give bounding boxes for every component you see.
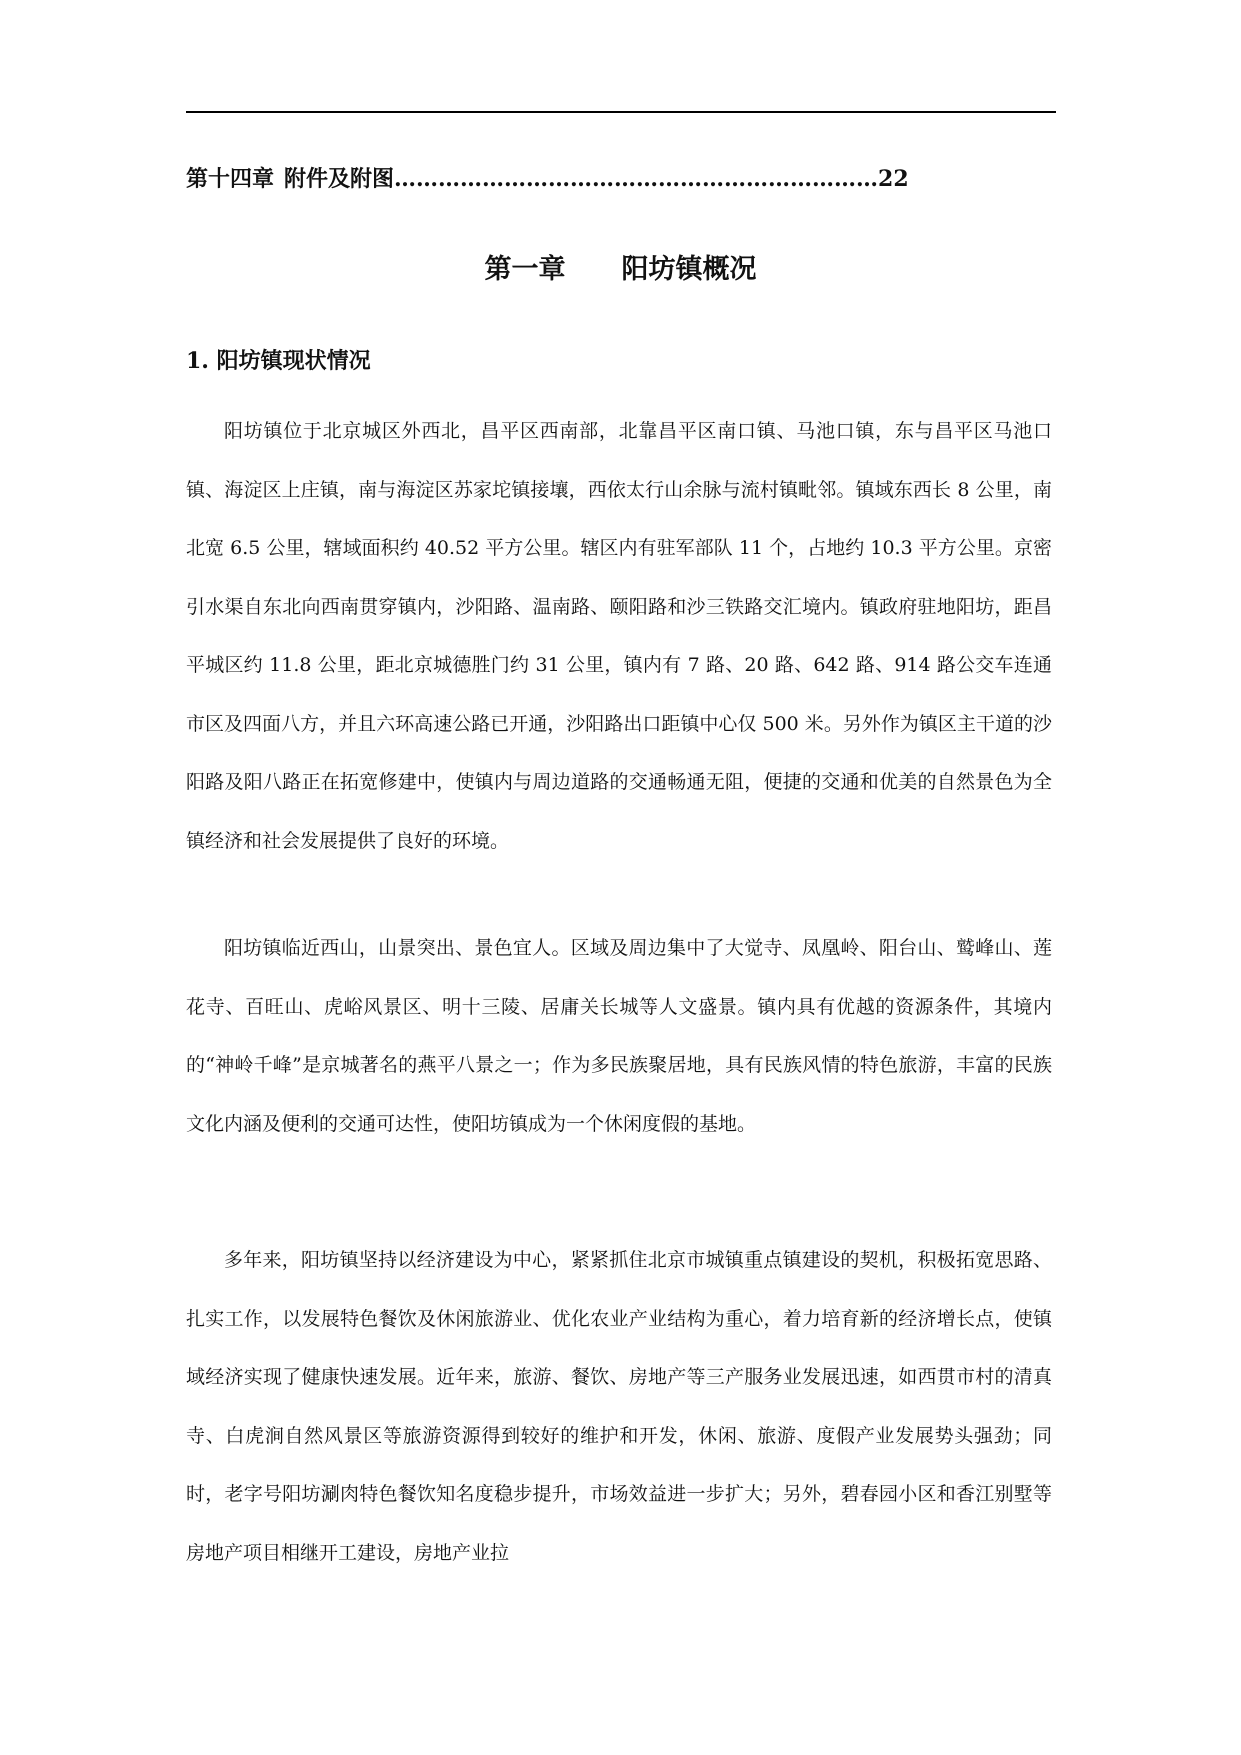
chapter-title: 阳坊镇概况 [621, 254, 757, 285]
toc-entry[interactable] [186, 164, 986, 194]
toc-entry-title: 附件及附图 [284, 166, 395, 192]
toc-entry-page: 22 [878, 166, 909, 192]
body-paragraph: 阳坊镇临近西山，山景突出、景色宜人。区域及周边集中了大觉寺、凤凰岭、阳台山、鹫峰山、莲花寺、百旺山、虎峪风景区、明十三陵、居庸关长城等人文盛景。镇内具有优越的资源条件，其境内的“神岭千峰”是京城著名的燕平八景之一；作为多民族聚居地，具有民族风情的特色旅游，丰富的民族文化内涵及便利的交通可达性，使阳坊镇成为一个休闲度假的基地。 [186, 937, 1052, 1135]
toc-entry-label: 第十四章 [186, 166, 275, 192]
body-paragraph: 多年来，阳坊镇坚持以经济建设为中心，紧紧抓住北京市城镇重点镇建设的契机，积极拓宽思路、扎实工作，以发展特色餐饮及休闲旅游业、优化农业产业结构为重心，着力培育新的经济增长点，使镇域经济实现了健康快速发展。近年来，旅游、餐饮、房地产等三产服务业发展迅速，如西贯市村的清真寺、白虎涧自然风景区等旅游资源得到较好的维护和开发，休闲、旅游、度假产业发展势头强劲；同时，老字号阳坊涮肉特色餐饮知名度稳步提升，市场效益进一步扩大；另外，碧春园小区和香江别墅等房地产项目相继开工建设，房地产业拉 [186, 1249, 1052, 1564]
section-heading: 1. 阳坊镇现状情况 [186, 348, 371, 374]
chapter-number: 第一章 [484, 254, 566, 285]
header-rule [186, 111, 1056, 113]
chapter-heading [0, 252, 1241, 288]
body-paragraph: 阳坊镇位于北京城区外西北，昌平区西南部，北靠昌平区南口镇、马池口镇，东与昌平区马池口镇、海淀区上庄镇，南与海淀区苏家坨镇接壤，西依太行山余脉与流村镇毗邻。镇域东西长 8 公里，南北宽 6.5 公里，辖域面积约 40.52 平方公里。辖区内有驻军部队 11 个，占地约 10.3 平方公里。京密引水渠自东北向西南贯穿镇内，沙阳路、温南路、颐阳路和沙三铁路交汇境内。镇政府驻地阳坊，距昌平城区约 11.8 公里，距北京城德胜门约 31 公里，镇内有 7 路、20 路、642 路、914 路公交车连通市区及四面八方，并且六环高速公路已开通，沙阳路出口距镇中心仅 500 米。另外作为镇区主干道的沙阳路及阳八路正在拓宽修建中，使镇内与周边道路的交通畅通无阻，便捷的交通和优美的自然景色为全镇经济和社会发展提供了良好的环境。 [186, 420, 1052, 852]
toc-entry-leader: ………………………………………………………… [394, 166, 879, 192]
